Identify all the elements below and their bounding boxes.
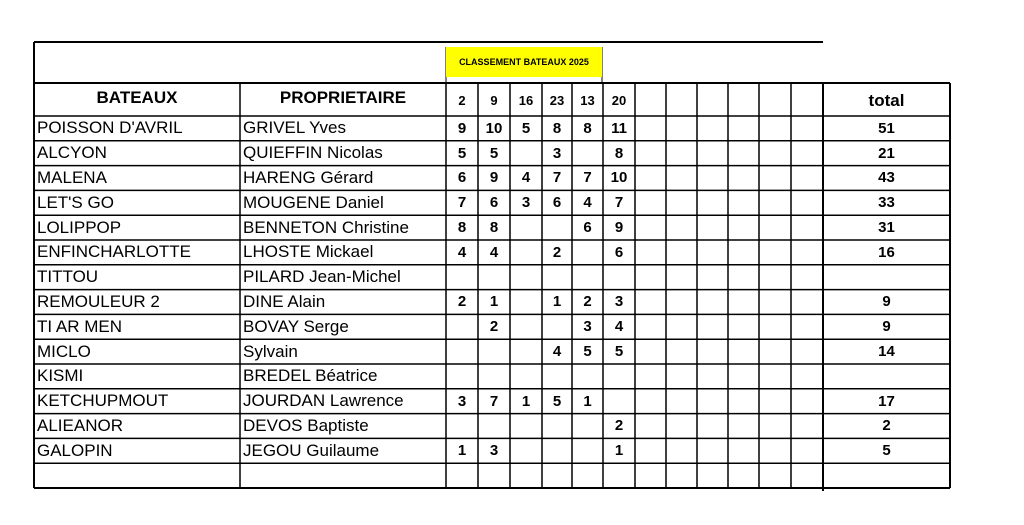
- race-score: 3: [583, 318, 592, 336]
- race-score: 3: [457, 392, 467, 410]
- boat-name: ALCYON: [37, 143, 107, 163]
- race-score: 7: [583, 169, 592, 187]
- boat-name: POISSON D'AVRIL: [37, 118, 183, 138]
- race-score: 5: [552, 392, 562, 410]
- race-header: 9: [490, 93, 498, 108]
- race-header: 23: [549, 93, 565, 108]
- boat-name: TITTOU: [37, 267, 99, 287]
- race-score: 4: [489, 243, 499, 261]
- boat-name: ALIEANOR: [37, 415, 123, 435]
- total-score: 43: [878, 169, 895, 187]
- race-score: 4: [457, 243, 467, 261]
- race-score: 2: [552, 243, 562, 261]
- total-score: 31: [878, 219, 895, 237]
- total-score: 21: [878, 144, 895, 162]
- race-score: 2: [457, 293, 467, 311]
- race-score: 5: [457, 144, 467, 162]
- race-score: 7: [614, 194, 624, 212]
- race-score: 1: [521, 392, 531, 410]
- owner-name: LHOSTE Mickael: [243, 242, 374, 262]
- race-score: 6: [552, 194, 562, 212]
- owner-name: BREDEL Béatrice: [243, 366, 378, 386]
- owner-name: JEGOU Guilaume: [243, 440, 380, 460]
- race-score: 3: [552, 144, 562, 162]
- total-score: 9: [882, 293, 891, 311]
- race-score: 1: [489, 293, 499, 311]
- race-score: 1: [614, 442, 624, 460]
- race-score: 9: [489, 169, 499, 187]
- race-score: 8: [457, 219, 467, 237]
- race-score: 11: [611, 119, 627, 137]
- race-header: 16: [518, 93, 534, 108]
- race-score: 4: [552, 343, 562, 361]
- total-score: 33: [878, 194, 895, 212]
- race-score: 2: [583, 293, 592, 311]
- boat-name: KISMI: [37, 366, 84, 386]
- race-score: 6: [489, 194, 499, 212]
- total-score: 51: [878, 119, 895, 137]
- boat-name: GALOPIN: [37, 440, 113, 460]
- owner-name: BOVAY Serge: [243, 316, 349, 336]
- race-score: 5: [614, 343, 624, 361]
- column-header-owner: PROPRIETAIRE: [279, 87, 407, 107]
- owner-name: PILARD Jean-Michel: [243, 267, 401, 287]
- owner-name: DEVOS Baptiste: [243, 415, 369, 435]
- column-header-total: total: [868, 90, 905, 110]
- boat-name: MICLO: [37, 341, 91, 361]
- total-score: 14: [878, 343, 895, 361]
- race-score: 2: [489, 318, 499, 336]
- race-score: 3: [489, 442, 499, 460]
- boat-name: [34, 463, 240, 488]
- race-score: 5: [521, 119, 531, 137]
- boat-name: ENFINCHARLOTTE: [37, 242, 191, 262]
- race-score: 4: [614, 318, 624, 336]
- total-score: 2: [882, 417, 891, 435]
- race-score: 1: [457, 442, 467, 460]
- owner-name: DINE Alain: [243, 291, 326, 311]
- race-score: 2: [614, 417, 624, 435]
- boat-name: LOLIPPOP: [37, 217, 122, 237]
- race-score: 9: [457, 119, 467, 137]
- race-score: 6: [583, 219, 592, 237]
- total-score: 16: [878, 243, 895, 261]
- owner-name: MOUGENE Daniel: [243, 192, 384, 212]
- race-score: 3: [614, 293, 624, 311]
- owner-name: Sylvain: [243, 341, 298, 361]
- race-score: 5: [583, 343, 592, 361]
- race-score: 1: [552, 293, 562, 311]
- race-header: 13: [580, 93, 595, 108]
- race-score: 10: [610, 169, 628, 187]
- total-score: 5: [882, 442, 891, 460]
- owner-name: HARENG Gérard: [243, 167, 374, 187]
- column-header-boat: BATEAUX: [96, 87, 178, 107]
- race-score: 8: [552, 119, 562, 137]
- race-score: 4: [521, 169, 531, 187]
- owner-name: GRIVEL Yves: [243, 118, 346, 138]
- boat-name: REMOULEUR 2: [37, 291, 160, 311]
- owner-name: JOURDAN Lawrence: [243, 391, 404, 411]
- race-score: 5: [489, 144, 499, 162]
- race-score: 10: [485, 119, 503, 137]
- race-score: 9: [614, 219, 624, 237]
- race-score: 6: [457, 169, 467, 187]
- race-score: 7: [457, 194, 467, 212]
- race-score: 1: [583, 392, 592, 410]
- race-score: 8: [614, 144, 624, 162]
- race-score: 4: [583, 194, 592, 212]
- boat-name: KETCHUPMOUT: [37, 391, 169, 411]
- boat-name: LET'S GO: [37, 192, 114, 212]
- race-score: 7: [489, 392, 499, 410]
- race-header: 20: [611, 93, 627, 108]
- race-score: 6: [614, 243, 624, 261]
- race-score: 7: [552, 169, 562, 187]
- total-score: 9: [882, 318, 891, 336]
- owner-name: BENNETON Christine: [243, 217, 409, 237]
- owner-name: QUIEFFIN Nicolas: [243, 143, 383, 163]
- boat-name: TI AR MEN: [37, 316, 123, 336]
- total-score: 17: [878, 392, 895, 410]
- boat-name: MALENA: [37, 167, 107, 187]
- race-header: 2: [458, 93, 466, 108]
- page-title: CLASSEMENT BATEAUX 2025: [446, 47, 602, 77]
- race-score: 8: [489, 219, 499, 237]
- owner-name: [240, 463, 446, 488]
- race-score: 3: [521, 194, 531, 212]
- race-score: 8: [583, 119, 592, 137]
